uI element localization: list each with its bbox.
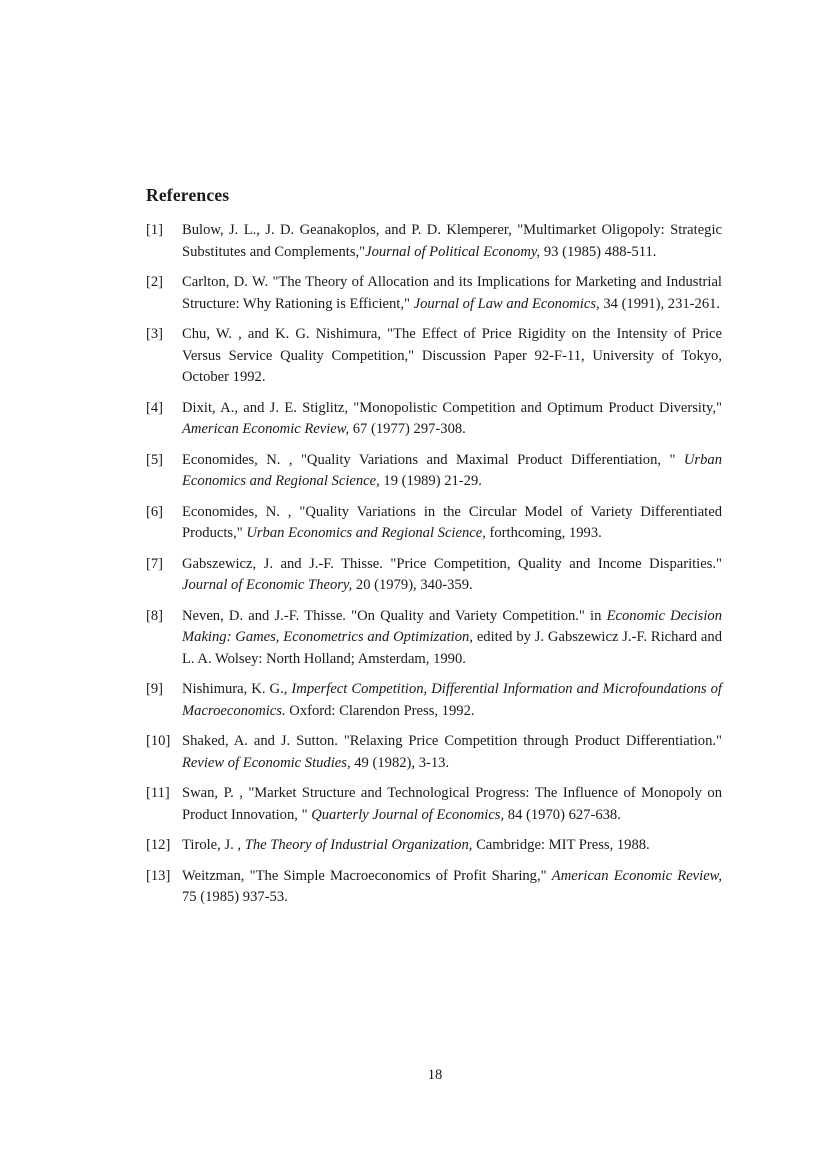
reference-item [146, 606, 722, 671]
reference-text [182, 866, 722, 909]
reference-number: [11] [146, 785, 170, 801]
reference-details: 20 (1979), 340-359. [352, 577, 473, 593]
reference-text [182, 502, 722, 545]
reference-source: The Theory of Industrial Organization, [244, 837, 473, 853]
reference-item [146, 324, 722, 389]
reference-details: 75 (1985) 937-53. [182, 889, 288, 905]
reference-source: Urban Economics and Regional Science, [246, 525, 486, 541]
reference-number: [1] [146, 222, 164, 238]
reference-item [146, 554, 722, 597]
reference-details: 19 (1989) 21-29. [379, 473, 482, 489]
reference-item [146, 835, 722, 857]
reference-text [182, 783, 722, 826]
reference-details: forthcoming, 1993. [485, 525, 602, 541]
reference-source: American Economic Review, [551, 867, 722, 884]
reference-number: [12] [146, 837, 171, 853]
reference-item [146, 220, 722, 263]
reference-number: [7] [146, 555, 164, 572]
reference-authors-title: Economides, N. , "Quality Variations in the Circular Model of Variety Differentiated Products," [182, 503, 722, 541]
reference-source: Journal of Law and Economics, [413, 295, 600, 312]
reference-authors-title: Carlton, D. W. "The Theory of Allocation and its Implications for Marketing and Industrial Structure: Why Rationing is Efficient," [182, 274, 722, 312]
reference-authors-title: Tirole, J. , [182, 837, 245, 853]
reference-authors-title: Chu, W. , and K. G. Nishimura, "The Effect of Price Rigidity on the Intensity of Price Versus Service Quality Competition," Discussion Paper 92-F-11, University of Tokyo, October 1992. [182, 326, 722, 385]
references-heading: References [146, 185, 230, 205]
reference-item [146, 450, 722, 493]
reference-number: [9] [146, 681, 164, 697]
reference-text [182, 324, 722, 389]
reference-details: 93 (1985) 488-511. [540, 243, 657, 260]
reference-number: [10] [146, 733, 171, 749]
reference-source: Imperfect Competition, Differential Information and Microfoundations of Macroeconomics. [182, 681, 722, 719]
reference-number: [2] [146, 274, 164, 290]
reference-number: [5] [146, 451, 164, 468]
reference-text [182, 835, 722, 857]
reference-source: Journal of Political Economy, [365, 243, 541, 260]
reference-source: Review of Economic Studies, [182, 754, 351, 771]
reference-authors-title: Swan, P. , "Market Structure and Technological Progress: The Influence of Monopoly on Product Innovation, " [182, 785, 722, 823]
reference-source: American Economic Review, [182, 421, 350, 437]
reference-details: edited by J. Gabszewicz J.-F. Richard and L. A. Wolsey: North Holland; Amsterdam, 1990. [182, 629, 722, 667]
page-number: 18 [427, 1067, 443, 1083]
reference-number: [13] [146, 867, 171, 884]
reference-authors-title: Economides, N. , "Quality Variations and Maximal Product Differentiation, " [182, 451, 684, 468]
reference-authors-title: Bulow, J. L., J. D. Geanakoplos, and P. D. Klemperer, "Multimarket Oligopoly: Strategic Substitutes and Complements," [182, 222, 722, 260]
reference-authors-title: Dixit, A., and J. E. Stiglitz, "Monopolistic Competition and Optimum Product Diversity," [182, 399, 722, 416]
reference-authors-title: Nishimura, K. G., [182, 681, 292, 697]
reference-source: Quarterly Journal of Economics, [311, 806, 505, 823]
reference-authors-title: Shaked, A. and J. Sutton. "Relaxing Price Competition through Product Differentiation." [182, 733, 722, 749]
reference-item [146, 731, 722, 774]
reference-authors-title: Gabszewicz, J. and J.-F. Thisse. "Price Competition, Quality and Income Disparities." [182, 555, 722, 572]
reference-details: Oxford: Clarendon Press, 1992. [285, 702, 475, 719]
reference-number: [3] [146, 326, 164, 342]
reference-list [146, 220, 722, 918]
reference-details: 67 (1977) 297-308. [349, 421, 466, 437]
reference-text [182, 272, 722, 315]
reference-source: Economic Decision Making: Games, Econometrics and Optimization, [182, 607, 722, 645]
reference-item [146, 679, 722, 722]
reference-text [182, 398, 722, 441]
reference-text [182, 606, 722, 671]
reference-text [182, 679, 722, 722]
reference-item [146, 272, 722, 315]
reference-source: Journal of Economic Theory, [182, 577, 353, 593]
reference-item [146, 502, 722, 545]
reference-item [146, 398, 722, 441]
reference-text [182, 220, 722, 263]
reference-details: Cambridge: MIT Press, 1988. [472, 837, 650, 853]
reference-authors-title: Weitzman, "The Simple Macroeconomics of Profit Sharing," [182, 867, 552, 884]
reference-text [182, 450, 722, 493]
reference-item [146, 866, 722, 909]
reference-number: [6] [146, 503, 164, 520]
reference-details: 49 (1982), 3-13. [350, 754, 450, 771]
reference-details: 84 (1970) 627-638. [504, 806, 621, 823]
reference-source: Urban Economics and Regional Science, [182, 451, 722, 489]
reference-number: [4] [146, 399, 164, 416]
reference-item [146, 783, 722, 826]
reference-number: [8] [146, 607, 164, 624]
reference-authors-title: Neven, D. and J.-F. Thisse. "On Quality and Variety Competition." in [182, 607, 607, 624]
reference-details: 34 (1991), 231-261. [599, 295, 721, 312]
reference-text [182, 731, 722, 774]
reference-text [182, 554, 722, 597]
